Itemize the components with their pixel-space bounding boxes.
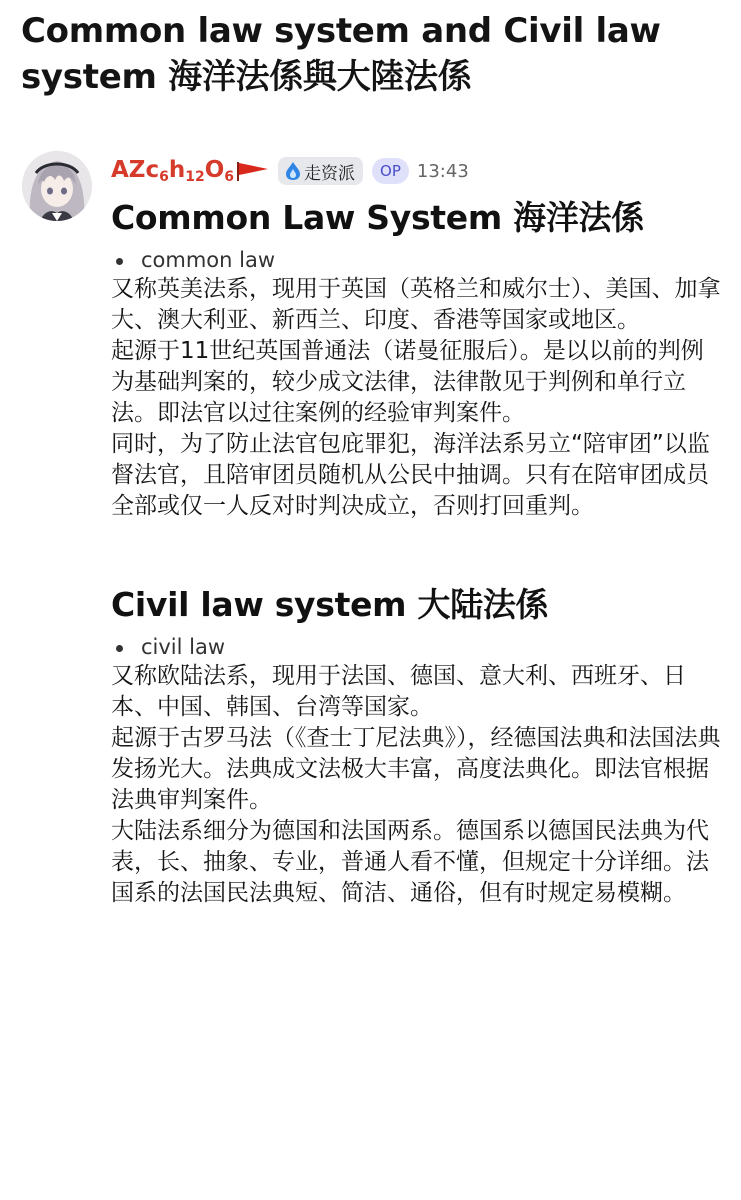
user-group-label: 走资派 bbox=[304, 163, 356, 184]
user-group-badge[interactable] bbox=[278, 157, 363, 185]
paragraph: 起源于古罗马法（《查士丁尼法典》），经德国法典和法国法典发扬光大。法典成文法极大丰富，高度法典化。即法官根据法典审判案件。 bbox=[111, 725, 721, 813]
paragraph: 同时，为了防止法官包庇罪犯，海洋法系另立“陪审团”以监督法官，且陪审团员随机从公民中抽调。只有在陪审团成员全部或仅一人反对时判决成立，否则打回重判。 bbox=[111, 431, 710, 519]
paragraph: 大陆法系细分为德国和法国两系。德国系以德国民法典为代表，长、抽象、专业，普通人看不懂，但规定十分详细。法国系的法国民法典短、简洁、通俗，但有时规定易模糊。 bbox=[111, 818, 709, 906]
bullet-item: civil law bbox=[111, 633, 726, 661]
section-common-law bbox=[111, 196, 726, 522]
section-spacer bbox=[111, 522, 726, 583]
bullet-item: common law bbox=[111, 246, 726, 274]
post-body bbox=[111, 196, 726, 909]
topic-title: Common law system and Civil law system 海洋法係與大陸法係 bbox=[21, 11, 661, 97]
op-badge: OP bbox=[372, 158, 409, 184]
section-civil-law bbox=[111, 583, 726, 909]
post-meta bbox=[111, 154, 469, 188]
blue-drop-icon bbox=[284, 161, 302, 181]
paragraph: 又称欧陆法系，现用于法国、德国、意大利、西班牙、日本、中国、韩国、台湾等国家。 bbox=[111, 663, 686, 720]
post-time[interactable]: 13:43 bbox=[416, 160, 469, 182]
section-heading: Civil law system 大陆法係 bbox=[111, 585, 549, 624]
red-flag-icon bbox=[236, 160, 270, 182]
avatar[interactable] bbox=[22, 151, 92, 221]
username[interactable]: $AZc_6h_{12}O_6$ bbox=[111, 157, 235, 185]
avatar-image bbox=[22, 151, 92, 221]
section-heading: Common Law System 海洋法係 bbox=[111, 198, 644, 237]
paragraph: 又称英美法系，现用于英国（英格兰和威尔士）、美国、加拿大、澳大利亚、新西兰、印度、香港等国家或地区。 bbox=[111, 276, 721, 333]
paragraph: 起源于11世纪英国普通法（诺曼征服后）。是以以前的判例为基础判案的，较少成文法律，法律散见于判例和单行立法。即法官以过往案例的经验审判案件。 bbox=[111, 338, 704, 426]
